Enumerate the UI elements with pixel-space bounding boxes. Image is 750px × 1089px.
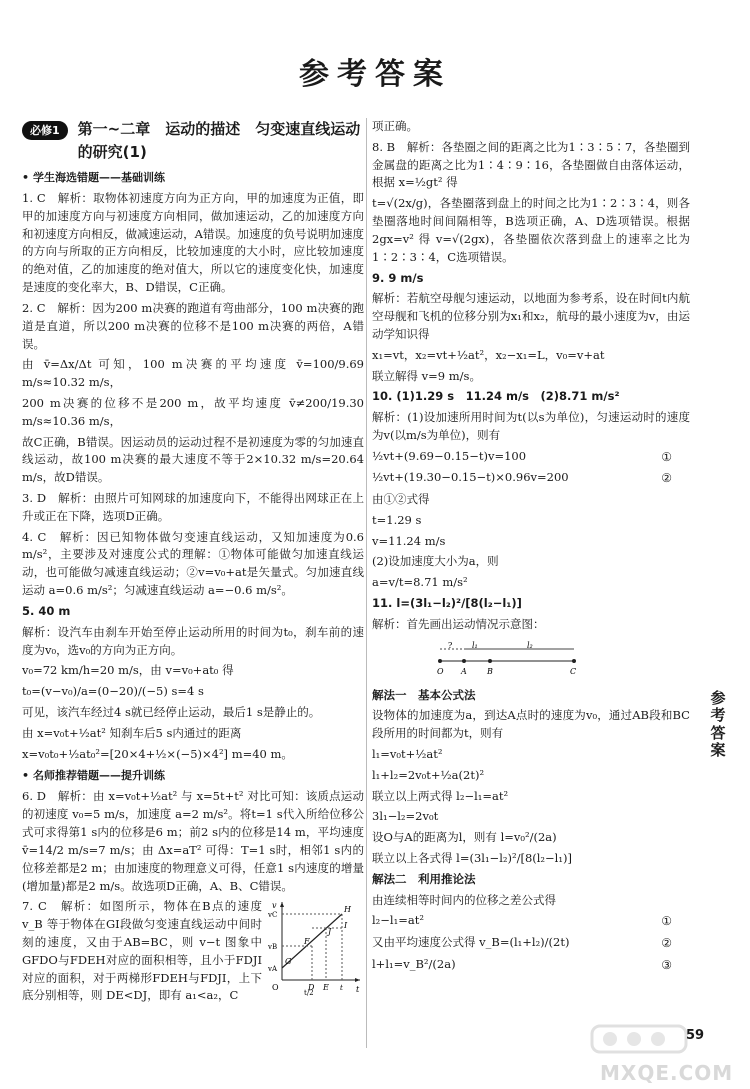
fig7-t-label: t [356,985,360,995]
fig7-t2: t/2 [304,989,314,997]
fig7-vb: vB [268,943,278,952]
fig7-pt-h: H [344,905,351,915]
column-divider [366,118,367,1048]
answer-11j-row [372,912,690,931]
answer-10d: v=11.24 m/s [372,533,446,548]
answer-11f: 3l₁−l₂=2v₀t [372,809,439,824]
answer-8b: t=√(2x/g)，各垫圈落到盘上的时间之比为1∶2∶3∶4，则各垫圈落地时间间隔相等，B选项正确，A、D选项错误。根据 2gx=v² 得 v=√(2gx)，各垫圈依次落到盘上的速率之比为1∶2∶3∶4，C选项错误。 [372,196,690,264]
answer-5d: 可见，该汽车经过4 s就已经停止运动，最后1 s是静止的。 [22,704,321,719]
answer-11i: 由连续相等时间内的位移之差公式得 [372,892,556,907]
fig11-a: A [461,666,467,676]
answer-10b: 由①②式得 [372,492,430,506]
answer-3: 3. D 解析：由照片可知网球的加速度向下，不能得出网球正在上升或正在下降，选项D正确。 [22,491,364,523]
answer-6: 6. D 解析：由 x=v₀t+½at² 与 x=5t+t² 对比可知：该质点运动的初速度 v₀=5 m/s，加速度 a=2 m/s²。将t=1 s代入所给位移公式可求得第1 s内的位移是6 m；前2 s内的位移是14 m，平均速度 v̄=14/2 m/s=7 m/s；由 Δx=aT² 可得：T=1 s时，相邻1 s内的位移差都是2 m；由加速度的物理意义可得，任意1 s内速度的增量(增加量)都是2 m/s。故选项D正确，A、B、C错误。 [22,789,364,893]
page-number: 59 [686,1028,705,1043]
answer-10e: (2)设加速度大小为a，则 [372,554,499,569]
answer-10-mark2: ② [661,471,672,486]
answer-11e: 联立以上两式得 l₂−l₁=at² [372,788,509,803]
answer-9b: x₁=vt，x₂=vt+½at²，x₂−x₁=L，v₀=v+at [372,347,605,362]
answer-9a: 解析：若航空母舰匀速运动，以地面为参考系，设在时间t内航空母舰和飞机的位移分别为x₁和x₂，航母的最小速度为v，由运动学知识得 [372,291,690,341]
answer-5e: 由 x=v₀t+½at² 知刹车后5 s内通过的距离 [22,725,242,740]
answer-4: 4. C 解析：因已知物体做匀变速直线运动，又知加速度为0.6 m/s²，主要涉及对速度公式的理解：①物体可能做匀加速直线运动，也可能做匀减速直线运动；②v=v₀+at是矢量式。匀加速直线运动 a=0.6 m/s²；匀减速直线运动 a=−0.6 m/s²。 [22,529,364,598]
fig7-va: vA [268,965,278,974]
section-advanced: • 名师推荐错题——提升训练 [22,767,364,784]
answer-11l: l+l₁=v_B²/(2a) [372,956,456,971]
answer-11g: 设O与A的距离为l，则有 l=v₀²/(2a) [372,830,557,845]
chapter-header [22,118,364,163]
fig7-pt-f: F [304,937,310,947]
answer-1: 1. C 解析：取物体初速度方向为正方向，甲的加速度为正值，即甲的加速度方向与初速度方向相同，做加速运动，乙的加速度方向和初速度方向相反，做减速运动，A错误。加速度的负号说明加速度的方向与所取的正方向相反，比较加速度的大小时，应比较加速度的绝对值，乙的加速度的绝对值大，所以它的速度变化快，加速度是速度的变化率大，B、D错误，C正确。 [22,191,364,295]
chapter-title: 第一~二章 运动的描述 匀变速直线运动的研究(1) [77,120,361,161]
answer-11l-mark: ③ [661,957,672,972]
answer-2a: 2. C 解析：因为200 m决赛的跑道有弯曲部分，100 m决赛的跑道是直道，所以200 m决赛的位移不是100 m决赛的两倍，A错误。 [22,300,364,351]
answer-11k-row [372,934,690,953]
answer-5a: 解析：设汽车由刹车开始至停止运动所用的时间为t₀，刹车前的速度为v₀，选v₀的方向为正方向。 [22,624,364,657]
answer-11j-mark: ① [661,914,672,929]
answer-11d: l₁+l₂=2v₀t+½a(2t)² [372,767,485,782]
answer-10-eq2: ½vt+(19.30−0.15−t)×0.96v=200 [372,470,569,485]
answer-2d: 故C正确，B错误。因运动员的运动过程不是初速度为零的匀加速直线运动，故100 m决赛的最大速度不等于2×10.32 m/s=20.64 m/s，故D错误。 [22,434,364,485]
answer-10f: a=v/t=8.71 m/s² [372,575,468,590]
answer-7-end: 项正确。 [372,119,418,133]
answer-10-eq2-row [372,469,690,488]
answer-5c: t₀=(v−v₀)/a=(0−20)/(−5) s=4 s [22,684,204,699]
answer-10a: 解析：(1)设加速所用时间为t(以s为单位)，匀速运动时的速度为v(以m/s为单位)，则有 [372,410,690,442]
fig7-o-label: O [272,983,279,993]
watermark-logo-icon [590,1022,690,1056]
answer-11l-row [372,956,690,975]
method-1-title: 解法一 基本公式法 [372,687,476,702]
answer-11j: l₂−l₁=at² [372,913,424,928]
answer-11-head: 11. l=(3l₁−l₂)²/[8(l₂−l₁)] [372,596,522,611]
fig11-c: C [570,666,577,676]
side-tab: 参考答案 [710,689,726,759]
answer-5b: v₀=72 km/h=20 m/s，由 v=v₀+at₀ 得 [22,663,234,678]
fig7-vc: vC [268,911,278,920]
answer-10-mark1: ① [661,449,672,464]
right-column [372,118,690,977]
fig7-pt-e: E [323,983,329,993]
answer-9c: 联立解得 v=9 m/s。 [372,368,481,383]
answer-10-eq1-row [372,448,690,467]
answer-2b: 由 v̄=Δx/Δt 可知，100 m决赛的平均速度 v̄=100/9.69 m/s≈10.32 m/s， [22,357,364,390]
answer-11a: 解析：首先画出运动情况示意图： [372,616,545,631]
fig7-pt-j: J [328,927,332,937]
answer-11h: 联立以上各式得 l=(3l₁−l₂)²/[8(l₂−l₁)] [372,851,572,865]
fig11-unknown: ? [448,640,453,650]
page-title: 参考答案 [299,57,451,92]
fig11-b: B [487,666,493,676]
watermark-url: MXQE.COM [600,1061,734,1085]
answer-11k-mark: ② [661,936,672,951]
answer-10-head: 10. (1)1.29 s 11.24 m/s (2)8.71 m/s² [372,389,620,404]
fig7-pt-g: G [285,957,292,967]
answer-11b: 设物体的加速度为a，到达A点时的速度为v₀，通过AB段和BC段所用的时间都为t，则有 [372,708,690,741]
vt-graph-figure [268,898,364,996]
left-column [22,118,364,1008]
chapter-badge: 必修1 [22,121,68,140]
answer-10-eq1: ½vt+(9.69−0.15−t)v=100 [372,448,527,463]
fig11-l2: l₂ [527,640,533,650]
fig7-pt-i: I [344,921,348,931]
fig7-tmid: t [340,984,343,993]
fig11-o: O [437,666,444,676]
section-basic: • 学生海选错题——基础训练 [22,169,364,186]
answer-7 [22,898,364,1005]
answer-10c: t=1.29 s [372,512,422,527]
answer-5f: x=v₀t₀+½at₀²=[20×4+½×(−5)×4²] m=40 m。 [22,746,293,761]
answer-11k: 又由平均速度公式得 v_B=(l₁+l₂)/(2t) [372,935,570,950]
answer-7-text: 7. C 解析：如图所示，物体在B点的速度 v_B 等于物体在GI段做匀变速直线运动中间时刻的速度，又由于AB=BC，则 v−t 图象中GFDO与FDEH对应的面积相等，且小于FDJI对应的面积，对于两梯形FDEH与FDJI，上下底分别相等，则 DE<DJ，即有 a₁<a₂，C [22,899,262,1003]
answer-2c: 200 m决赛的位移不是200 m，故平均速度 v̄≠200/19.30 m/s≈10.36 m/s， [22,395,364,428]
answer-8a: 8. B 解析：各垫圈之间的距离之比为1∶3∶5∶7，各垫圈到金属盘的距离之比为1∶4∶9∶16，各垫圈做自由落体运动，根据 x=½gt² 得 [372,139,690,190]
fig7-pt-d: D [308,983,315,993]
fig7-v-label: v [272,901,277,911]
motion-diagram [432,641,582,677]
method-2-title: 解法二 利用推论法 [372,871,476,886]
answer-5-head: 5. 40 m [22,603,71,618]
answer-9-head: 9. 9 m/s [372,270,424,285]
answer-11c: l₁=v₀t+½at² [372,746,443,761]
fig11-l1: l₁ [472,640,478,650]
